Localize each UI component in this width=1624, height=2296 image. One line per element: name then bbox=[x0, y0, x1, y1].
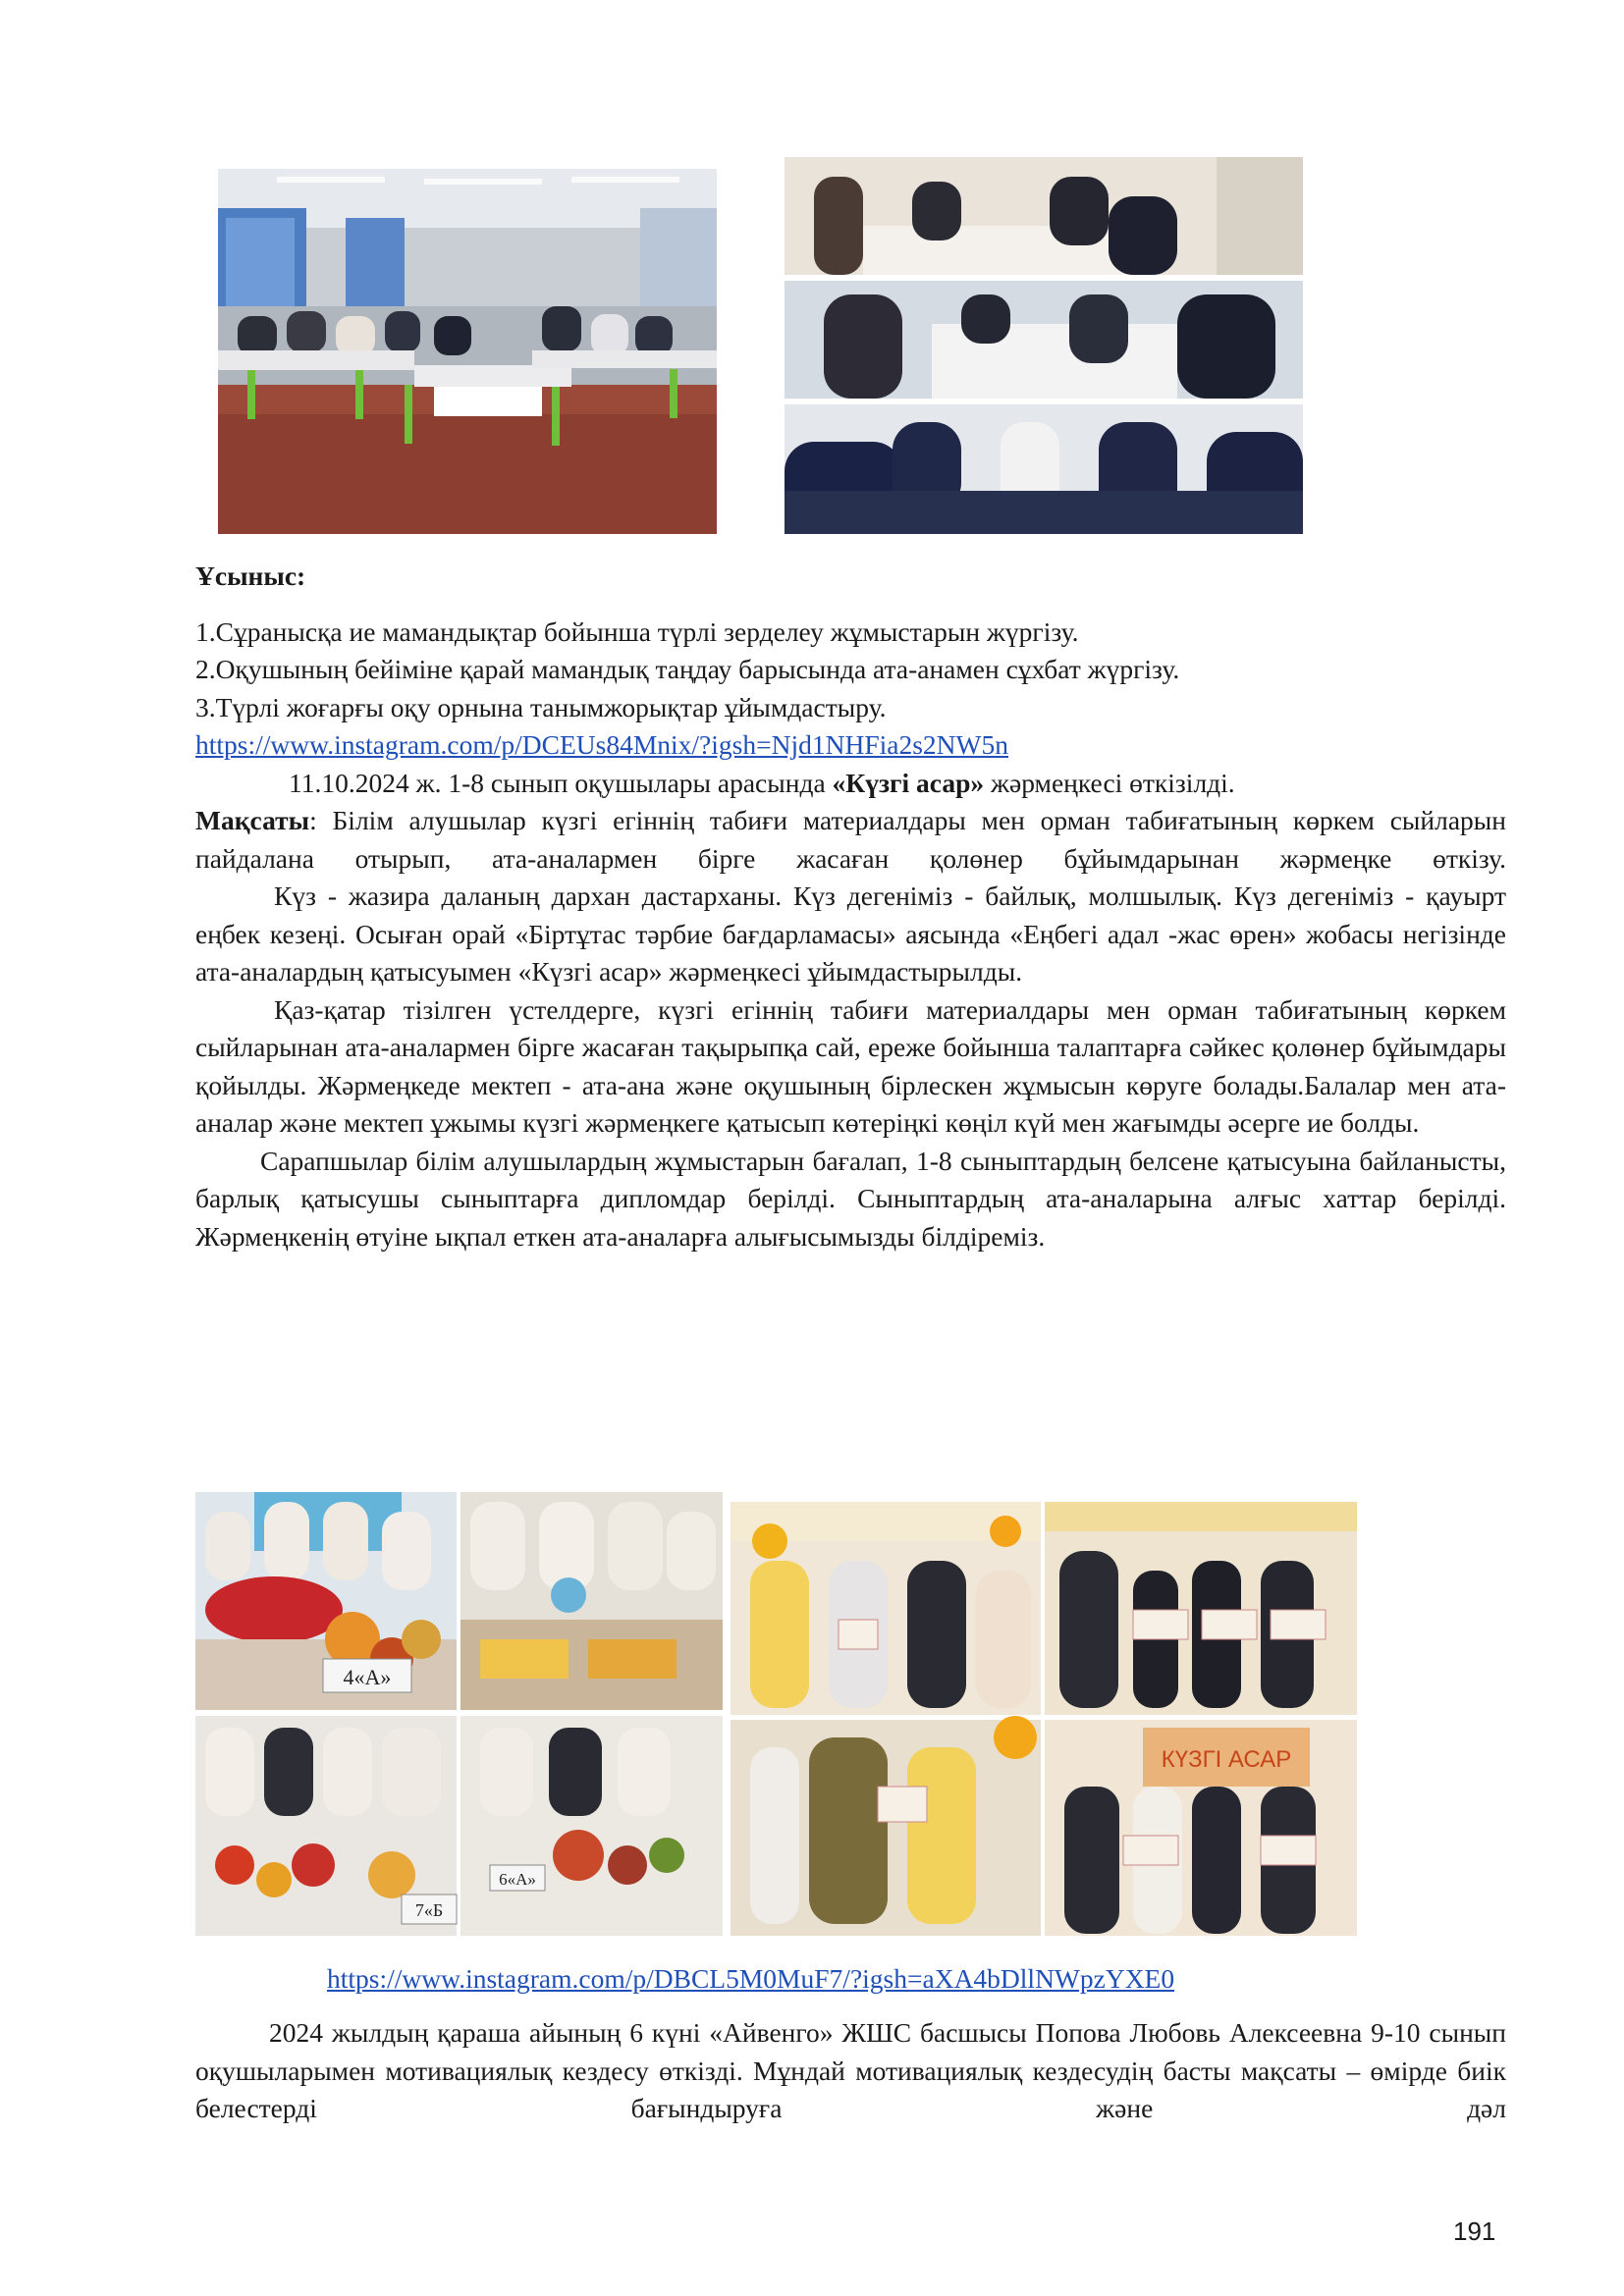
students-meeting-collage bbox=[785, 157, 1303, 534]
fair-goal-label: Мақсаты bbox=[195, 805, 310, 835]
fair-goal-text: : Білім алушылар күзгі егіннің табиғи материалдары мен орман табиғатының көркем сыйларын пайдалана отырып, ата-аналармен бірге жасаған қолөнер бұйымдарынан жәрмеңке өткізу. bbox=[195, 805, 1506, 874]
fair-name: «Күзгі асар» bbox=[832, 767, 985, 798]
fair-paragraph-3: Сарапшылар білім алушылардың жұмыстарын бағалап, 1-8 сыныптардың белсене қатысуына байланысты, барлық қатысушы сыныптарға дипломдар берілді. Сыныптардың ата-аналарына алғыс хаттар берілді. Жәрмеңкенің өтуіне ықпал еткен ата-аналарға алығысымызды білдіреміз. bbox=[195, 1145, 1506, 1252]
sign-6a: 6«А» bbox=[499, 1870, 536, 1889]
sign-7b: 7«Б bbox=[414, 1900, 444, 1920]
instagram-link-1[interactable]: https://www.instagram.com/p/DCEUs84Mnix/?igsh=Njd1NHFia2s2NW5n bbox=[195, 729, 1008, 760]
fair-goal bbox=[195, 802, 1506, 878]
fair-intro-date: 11.10.2024 ж. 1-8 сынып оқушылары арасында bbox=[289, 767, 833, 798]
fair-banner: КҮЗГІ АСАР bbox=[1161, 1746, 1292, 1773]
autumn-fair-awards-collage bbox=[731, 1502, 1357, 1936]
classroom-students-photo bbox=[218, 169, 717, 534]
second-link-row bbox=[327, 1960, 1174, 1998]
autumn-fair-exhibits-collage bbox=[195, 1492, 723, 1936]
proposal-item-3: 3.Түрлі жоғарғы оқу орнына танымжорықтар ұйымдастыру. bbox=[195, 691, 887, 722]
proposal-item-1: 1.Сұранысқа ие мамандықтар бойынша түрлі зерделеу жұмыстарын жүргізу. bbox=[195, 615, 1079, 647]
fair-intro bbox=[195, 765, 1506, 803]
proposal-heading: Ұсыныс: bbox=[195, 561, 306, 591]
fair-paragraph-1: Күз - жазира даланың дархан дастарханы. Күз дегеніміз - байлық, молшылық. Күз дегеніміз - қауырт еңбек кезеңі. Осыған орай «Біртұтас тәрбие бағдарламасы» аясында «Еңбегі адал -жас өрен» жобасы негізінде ата-аналардың қатысуымен «Күзгі асар» жәрмеңкесі ұйымдастырылды. bbox=[195, 881, 1506, 987]
fair-intro-suffix: жәрмеңкесі өткізілді. bbox=[984, 767, 1235, 798]
fair-paragraph-2: Қаз-қатар тізілген үстелдерге, күзгі егіннің табиғи материалдары мен орман табиғатының көркем сыйларынан ата-аналармен бірге жасаған тақырыпқа сай, ереже бойынша талаптарға сәйкес қолөнер бұйымдары қойылды. Жәрмеңкеде мектеп - ата-ана және оқушының бірлескен жұмысын көруге болады.Балалар мен ата-аналар және мектеп ұжымы күзгі жәрмеңкеге қатысып көтеріңкі көңіл күй мен жағымды әсерге ие болды. bbox=[195, 993, 1506, 1138]
meeting-paragraph: 2024 жылдың қараша айының 6 күні «Айвенго» ЖШС басшысы Попова Любовь Алексеевна 9-10 сынып оқушыларымен мотивациялық кездесу өткізді. Мұндай мотивациялық кездесудің басты мақсаты – өмірде биік белестерді бағындыруға және дәл bbox=[195, 2017, 1506, 2123]
proposal-item-2: 2.Оқушының бейіміне қарай мамандық таңдау барысында ата-анамен сұхбат жүргізу. bbox=[195, 654, 1180, 684]
page-number: 191 bbox=[1453, 2216, 1496, 2246]
main-text-block bbox=[195, 558, 1506, 1255]
meeting-text-block bbox=[195, 2014, 1506, 2128]
instagram-link-2[interactable]: https://www.instagram.com/p/DBCL5M0MuF7/?igsh=aXA4bDllNWpzYXE0 bbox=[327, 1963, 1175, 1994]
sign-4a: 4«А» bbox=[343, 1665, 392, 1689]
